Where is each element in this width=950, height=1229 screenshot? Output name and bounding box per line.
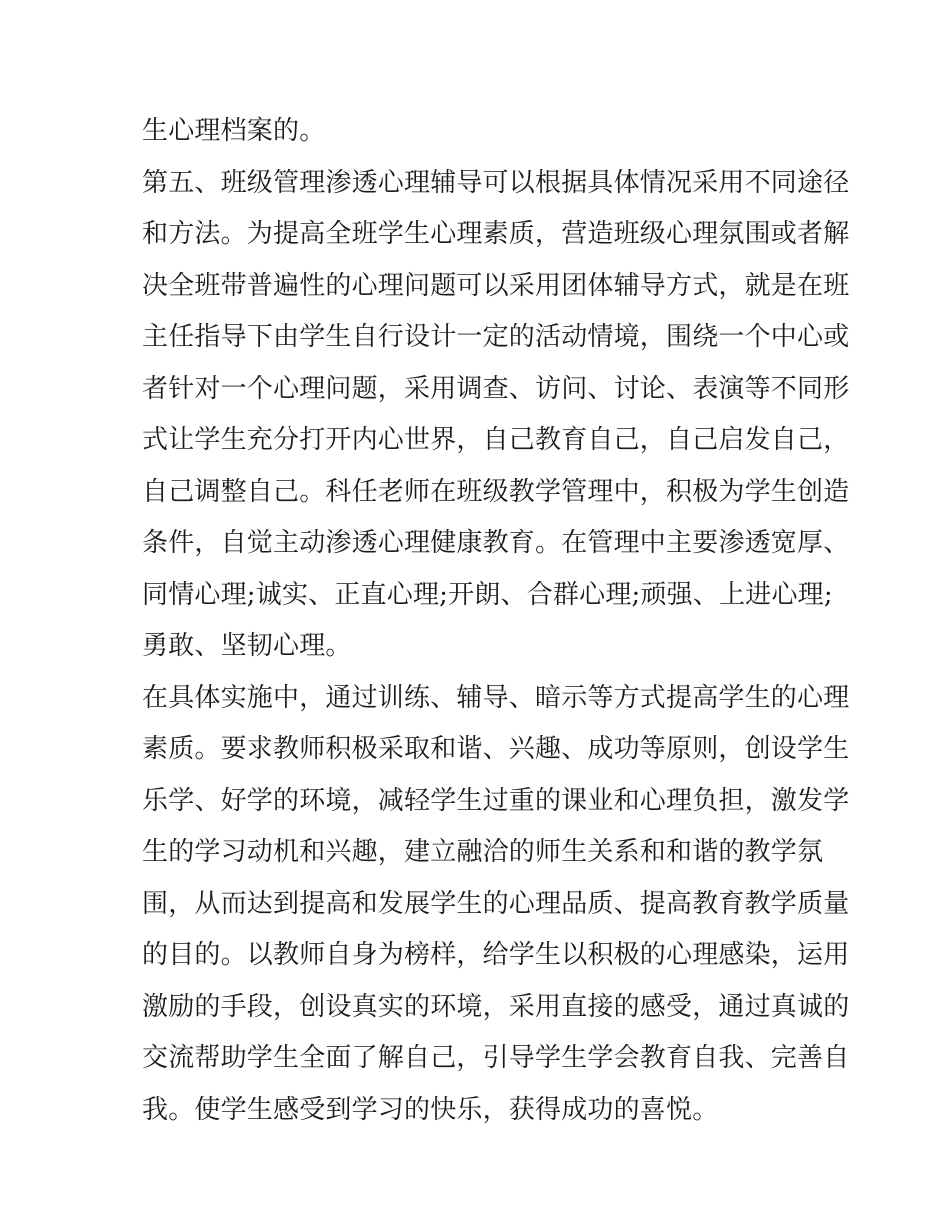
text-line: 的目的。以教师自身为榜样，给学生以积极的心理感染，运用 xyxy=(142,940,850,970)
text-line: 围，从而达到提高和发展学生的心理品质、提高教育教学质量 xyxy=(142,888,850,919)
text-line: 乐学、好学的环境，减轻学生过重的课业和心理负担，激发学 xyxy=(142,785,850,816)
text-line: 勇敢、坚韧心理。 xyxy=(142,631,352,661)
text-line: 第五、班级管理渗透心理辅导可以根据具体情况采用不同途径 xyxy=(142,167,850,198)
text-line: 交流帮助学生全面了解自己，引导学生学会教育自我、完善自 xyxy=(142,1043,850,1073)
text-line: 自己调整自己。科任老师在班级教学管理中，积极为学生创造 xyxy=(142,476,850,507)
text-line: 生的学习动机和兴趣，建立融洽的师生关系和和谐的教学氛 xyxy=(142,837,824,867)
text-line: 激励的手段，创设真实的环境，采用直接的感受，通过真诚的 xyxy=(142,991,850,1022)
text-line: 者针对一个心理问题，采用调查、访问、讨论、表演等不同形 xyxy=(142,373,850,404)
text-line: 我。使学生感受到学习的快乐，获得成功的喜悦。 xyxy=(142,1094,719,1125)
text-line: 条件，自觉主动渗透心理健康教育。在管理中主要渗透宽厚、 xyxy=(142,528,850,558)
text-line: 素质。要求教师积极采取和谐、兴趣、成功等原则，创设学生 xyxy=(142,734,850,764)
document-body xyxy=(142,106,850,1136)
text-line: 式让学生充分打开内心世界，自己教育自己，自己启发自己， xyxy=(142,425,850,455)
text-line: 同情心理;诚实、正直心理;开朗、合群心理;顽强、上进心理; xyxy=(142,579,833,610)
text-line: 生心理档案的。 xyxy=(142,116,326,146)
text-line: 主任指导下由学生自行设计一定的活动情境，围绕一个中心或 xyxy=(142,322,850,352)
text-line: 和方法。为提高全班学生心理素质，营造班级心理氛围或者解 xyxy=(142,219,850,249)
text-line: 决全班带普遍性的心理问题可以采用团体辅导方式，就是在班 xyxy=(142,270,850,301)
text-line: 在具体实施中，通过训练、辅导、暗示等方式提高学生的心理 xyxy=(142,682,850,713)
